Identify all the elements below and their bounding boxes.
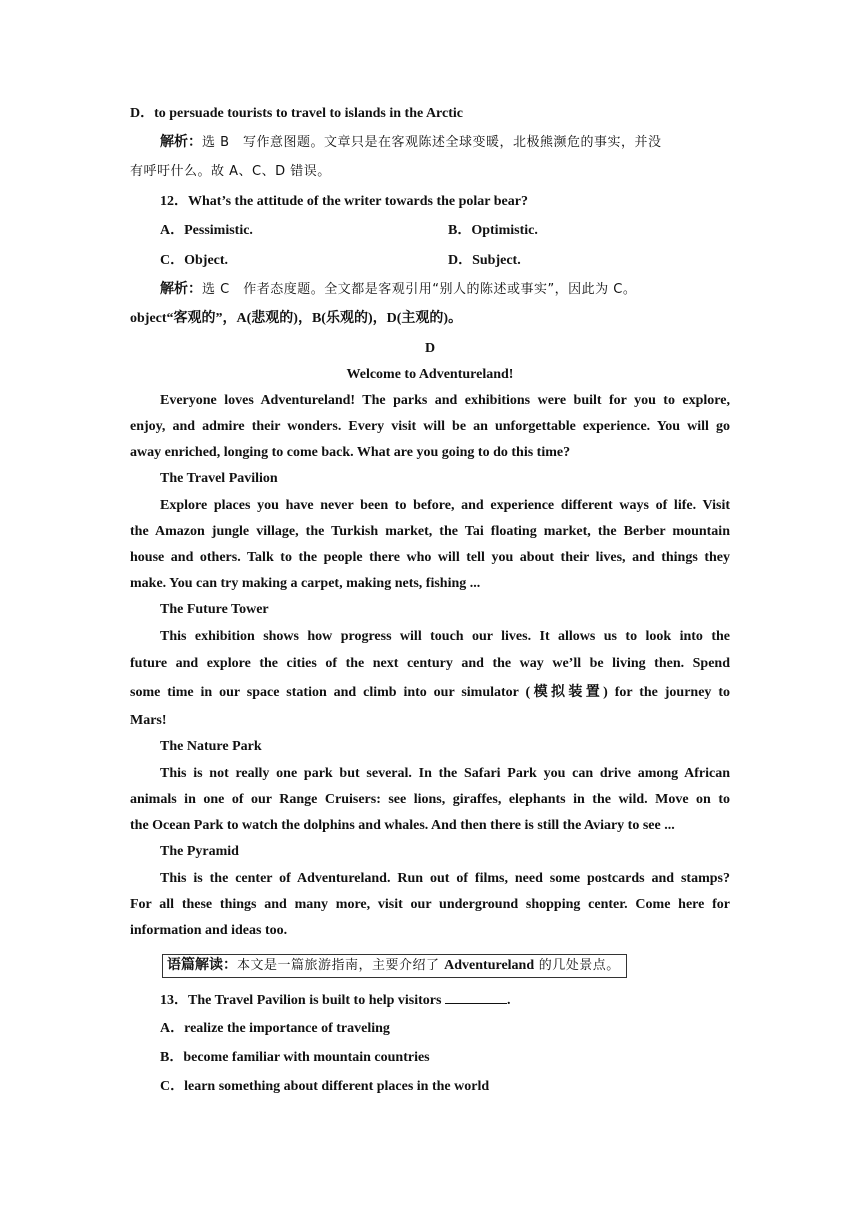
q12-option-d: D．Subject. — [448, 253, 521, 268]
q11-analysis-label: 解析： — [160, 135, 202, 150]
q12-analysis-text: 选 C 作者态度题。全文都是客观引用“别人的陈述或事实”，因此为 C。 — [202, 282, 637, 297]
q13-option-c: C．learn something about different places in the world — [160, 1079, 490, 1094]
nature-line-2: animals in one of our Range Cruisers: see lions, giraffes, elephants in the wild. Move on to — [130, 792, 730, 807]
q11-analysis-line-2 — [130, 162, 730, 182]
nature-park-heading: The Nature Park — [160, 739, 262, 754]
pyramid-line-3: information and ideas too. — [130, 923, 288, 938]
travel-line-1: Explore places you have never been to before, and experience different ways of life. Visit — [160, 498, 730, 513]
passage-letter: D — [424, 341, 436, 356]
q13-option-a: A．realize the importance of traveling — [160, 1021, 390, 1036]
q13-option-b: B．become familiar with mountain countries — [160, 1050, 430, 1065]
pyramid-line-1: This is the center of Adventureland. Run out of films, need some postcards and stamps? — [160, 871, 730, 886]
q12-analysis-line-1 — [160, 280, 730, 300]
pyramid-heading: The Pyramid — [160, 844, 239, 859]
q11-option-d: D．to persuade tourists to travel to islands in the Arctic — [130, 106, 463, 121]
q11-analysis-text: 选 B 写作意图题。文章只是在客观陈述全球变暖，北极熊濒危的事实，并没 — [202, 135, 662, 150]
q12-stem: 12．What’s the attitude of the writer towards the polar bear? — [160, 194, 528, 209]
passage-title: Welcome to Adventureland! — [346, 367, 514, 382]
pyramid-line-2: For all these things and many more, visit our underground shopping center. Come here for — [130, 897, 730, 912]
summary-box — [162, 954, 627, 978]
q12-options-row-1 — [160, 221, 730, 241]
q12-option-b: B．Optimistic. — [448, 223, 538, 238]
travel-pavilion-heading: The Travel Pavilion — [160, 471, 278, 486]
future-tower-heading: The Future Tower — [160, 602, 269, 617]
future-line-4: Mars! — [130, 713, 167, 728]
q13-stem-text: 13．The Travel Pavilion is built to help visitors — [160, 993, 442, 1008]
future-line-2: future and explore the cities of the next century and the way we’ll be living then. Spend — [130, 656, 730, 671]
q11-analysis-text-2: 有呼吁什么。故 A、C、D 错误。 — [130, 164, 331, 179]
q11-analysis-line-1 — [160, 133, 730, 153]
travel-line-4: make. You can try making a carpet, making nets, fishing ... — [130, 576, 481, 591]
q12-analysis-line-2: object“客观的”，A(悲观的)，B(乐观的)，D(主观的)。 — [130, 311, 463, 326]
future-line-1: This exhibition shows how progress will touch our lives. It allows us to look into the — [160, 629, 730, 644]
q13-stem — [160, 989, 730, 1011]
summary-text-cn-1: 本文是一篇旅游指南，主要介绍了 — [237, 958, 445, 973]
q12-option-a: A．Pessimistic. — [160, 223, 253, 238]
summary-text-en: Adventureland — [444, 958, 535, 973]
travel-line-2: the Amazon jungle village, the Turkish market, the Tai floating market, the Berber mountain — [130, 524, 730, 539]
future-line-3: some time in our space station and climb into our simulator (模拟装置) for the journey to — [130, 685, 730, 700]
summary-text-cn-2: 的几处景点。 — [534, 958, 620, 973]
q12-options-row-2 — [160, 251, 730, 271]
q12-option-c: C．Object. — [160, 253, 229, 268]
intro-line-3: away enriched, longing to come back. What are you going to do this time? — [130, 445, 571, 460]
q13-stem-end: . — [506, 993, 511, 1008]
intro-line-2: enjoy, and admire their wonders. Every visit will be an unforgettable experience. You will go — [130, 419, 730, 434]
nature-line-3: the Ocean Park to watch the dolphins and whales. And then there is still the Aviary to see ... — [130, 818, 675, 833]
q12-analysis-label: 解析： — [160, 282, 202, 297]
travel-line-3: house and others. Talk to the people there who will tell you about their lives, and things they — [130, 550, 730, 565]
nature-line-1: This is not really one park but several. In the Safari Park you can drive among African — [160, 766, 730, 781]
intro-line-1: Everyone loves Adventureland! The parks and exhibitions were built for you to explore, — [160, 393, 730, 408]
summary-label: 语篇解读： — [167, 958, 237, 973]
answer-blank — [445, 989, 507, 1004]
